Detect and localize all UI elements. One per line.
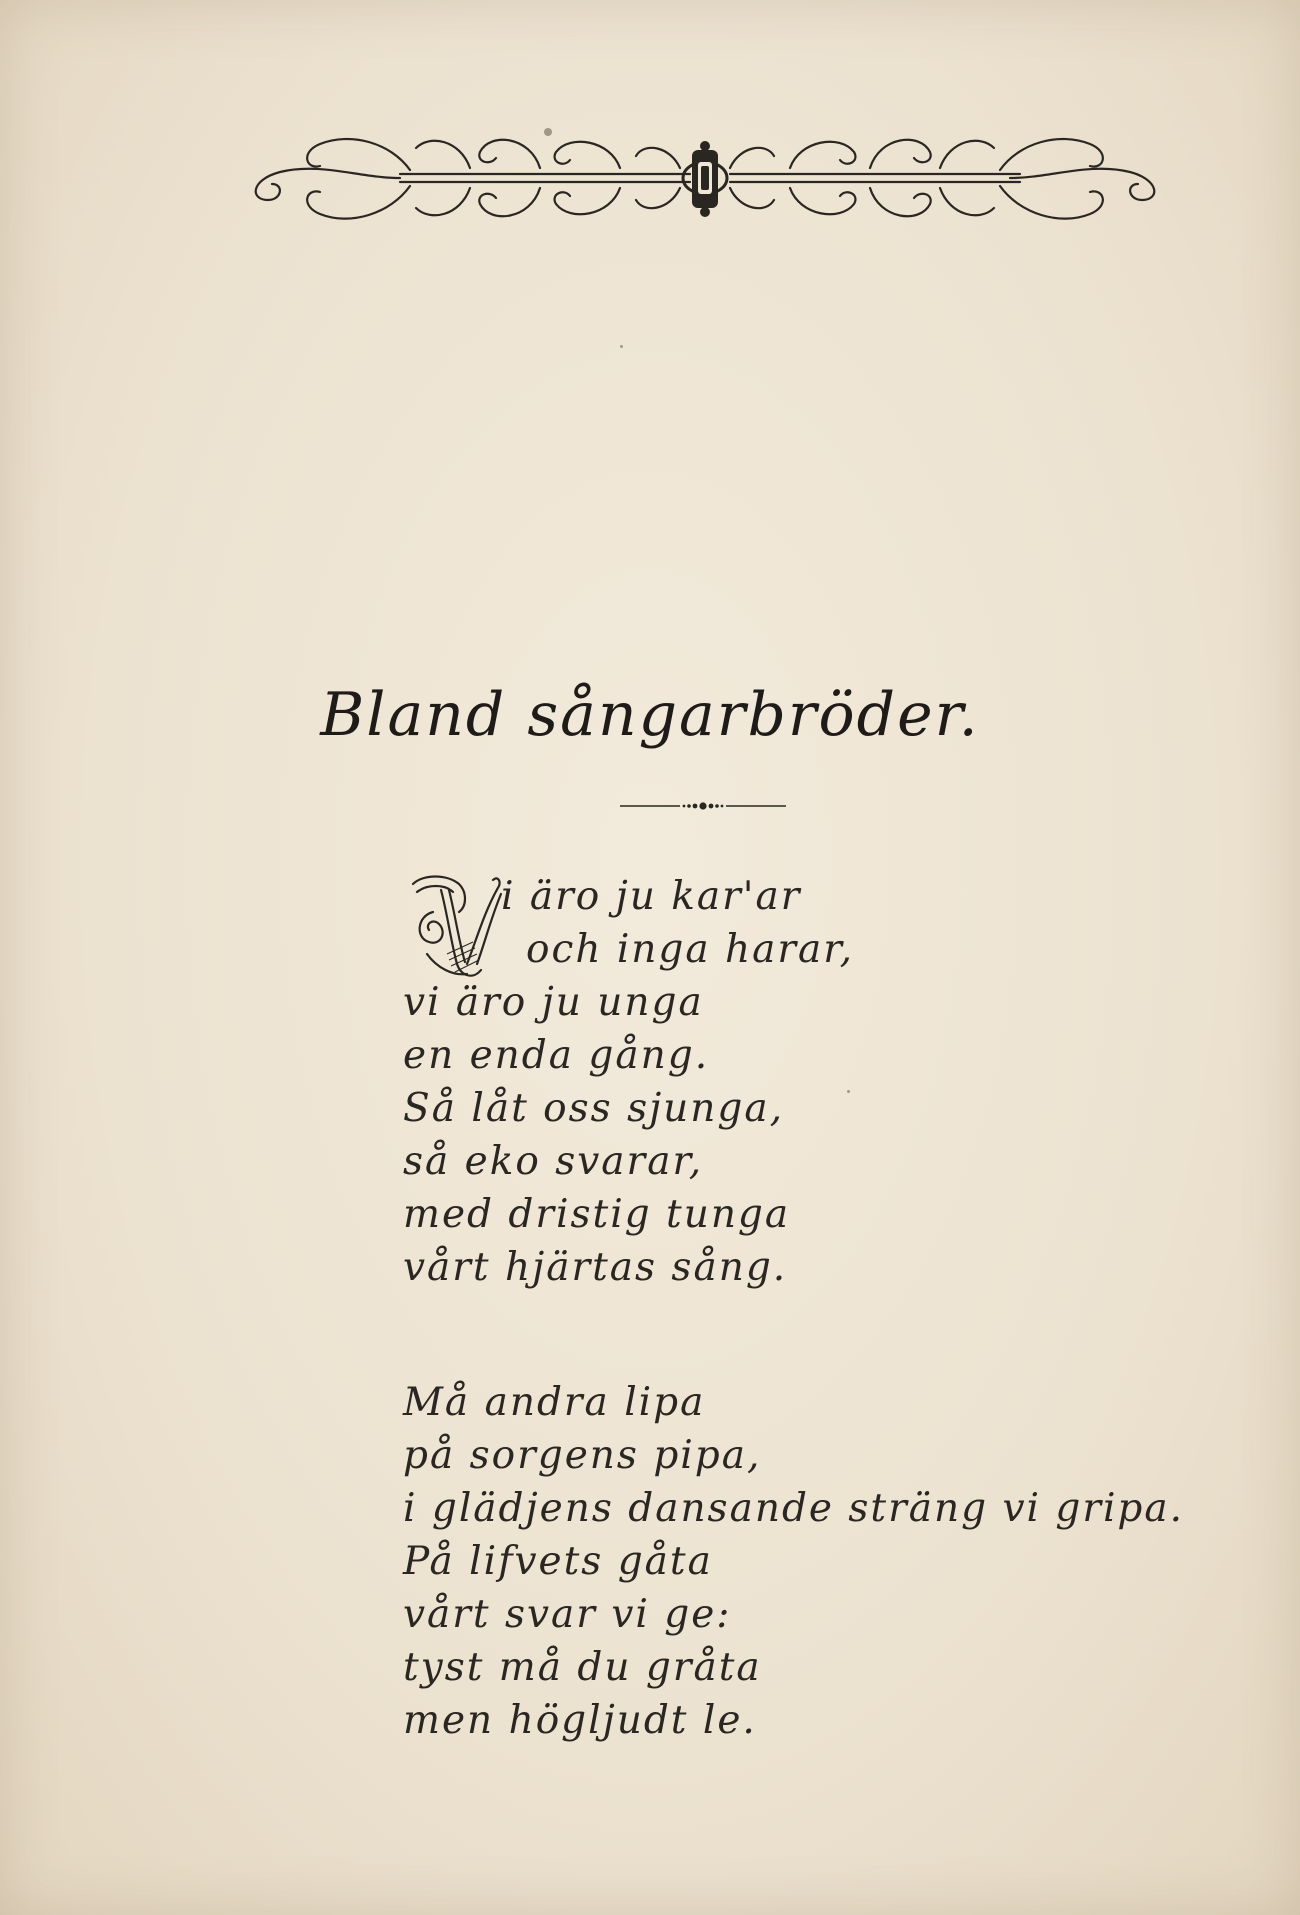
poem-title: Bland sångarbröder.: [320, 680, 980, 750]
poem-line: vårt svar vi ge:: [403, 1592, 732, 1637]
poem-line: Må andra lipa: [403, 1380, 706, 1425]
dotted-rule-ornament-icon: [618, 796, 788, 816]
decorated-initial-v-icon: [407, 872, 503, 984]
poem-line: så eko svarar,: [403, 1139, 704, 1184]
poem-line: på sorgens pipa,: [403, 1433, 762, 1478]
paper-speck: [620, 345, 623, 348]
poem-line: På lifvets gåta: [403, 1539, 713, 1584]
paper-speck: [847, 1090, 850, 1093]
poem-line: men högljudt le.: [403, 1698, 757, 1743]
drop-cap-letter: V: [407, 872, 410, 873]
poem-line: i glädjens dansande sträng vi gripa.: [403, 1486, 1185, 1531]
poem-line: i äro ju kar'ar: [501, 874, 802, 919]
stanza-2: [403, 1376, 1184, 1747]
poem-line: med dristig tunga: [403, 1192, 791, 1237]
poem-line: vi äro ju unga: [403, 980, 704, 1025]
paper-speck: [544, 128, 552, 136]
poem-line: Så låt oss sjunga,: [403, 1086, 785, 1131]
poem-line: och inga harar,: [526, 927, 855, 972]
stanza-1: [403, 870, 1184, 1294]
poem-body: [403, 870, 1184, 1747]
flourish-ornament-icon: [240, 122, 1170, 238]
poem-line: tyst må du gråta: [403, 1645, 762, 1690]
poem-line: vårt hjärtas sång.: [403, 1245, 788, 1290]
poem-line: en enda gång.: [403, 1033, 710, 1078]
